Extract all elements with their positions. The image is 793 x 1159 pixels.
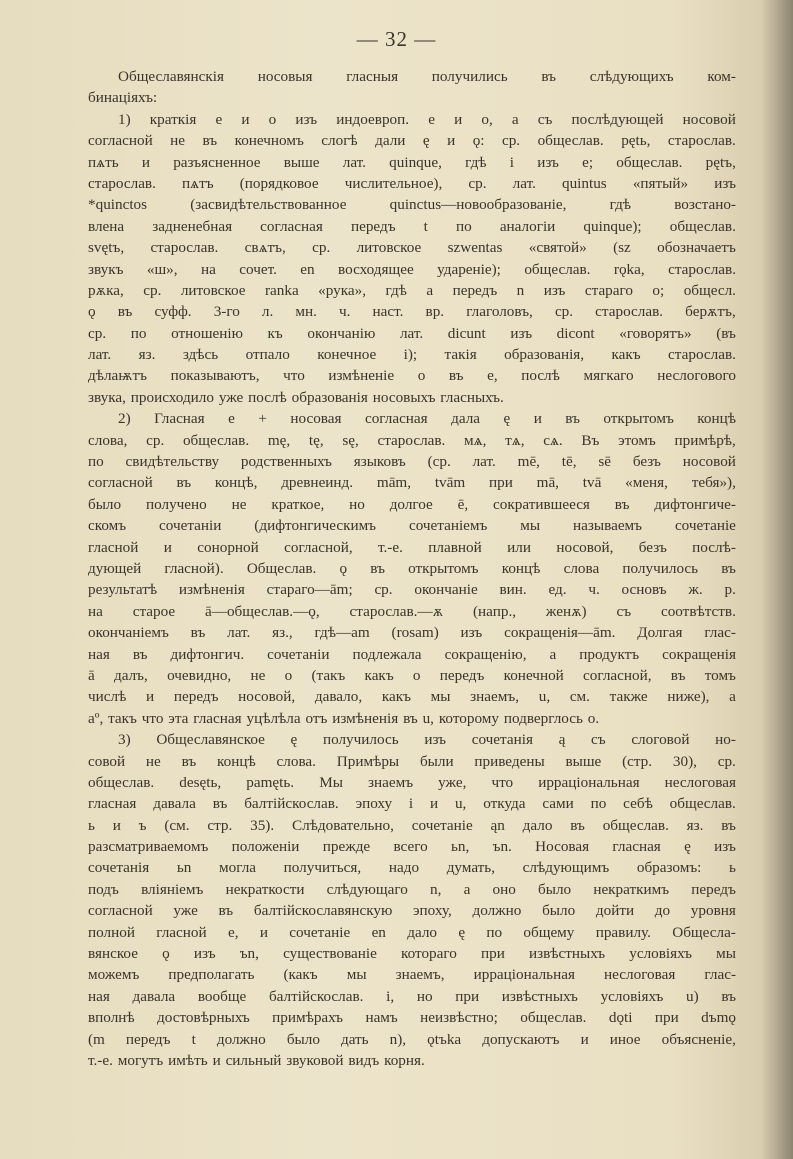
text-line: ь и ъ (см. стр. 35). Слѣдовательно, сочетаніе ąn дало въ общеслав. яз. въ bbox=[88, 816, 736, 834]
body-text bbox=[88, 66, 736, 1071]
text-line: согласной въ концѣ, древнеинд. mām, tvām при mā, tvā «меня, тебя»), bbox=[88, 474, 736, 492]
text-line: результатѣ измѣненія стараго—ām; ср. окончаніе вин. ед. ч. основъ ж. р. bbox=[88, 581, 736, 599]
text-line: совой не въ концѣ слова. Примѣры были приведены выше (стр. 30), ср. bbox=[88, 752, 736, 770]
text-line: согласной не въ конечномъ слогѣ дали ę и ǫ: ср. общеслав. pętь, старослав. bbox=[88, 132, 736, 150]
text-line: ная въ дифтонгич. сочетаніи подлежала сокращенію, а продуктъ сокращенія bbox=[88, 645, 736, 663]
text-line: ная давала вообще балтійскослав. i, но при извѣстныхъ условіяхъ u) въ bbox=[88, 987, 736, 1005]
text-line: ср. по отношенію къ окончанію лат. dicunt изъ dicont «говорятъ» (въ bbox=[88, 324, 736, 342]
text-line: svętъ, старослав. свѧтъ, ср. литовское szwentas «святой» (sz обозначаетъ bbox=[88, 239, 736, 257]
page-number: — 32 — bbox=[356, 27, 437, 51]
text-line: рѫка, ср. литовское ranka «рука», гдѣ a передъ n изъ стараго o; общесл. bbox=[88, 281, 736, 299]
text-line: гласная давала въ балтійскослав. эпоху i и u, откуда сами по себѣ общеслав. bbox=[88, 795, 736, 813]
text-line: окончаніемъ въ лат. яз., гдѣ—am (rosam) изъ сокращенія—ām. Долгая глас- bbox=[88, 624, 736, 642]
text-line: дующей гласной). Общеслав. ǫ въ открытомъ концѣ слова получилось въ bbox=[88, 559, 736, 577]
text-line: дѣлаѭтъ показываютъ, что измѣненіе o въ e, послѣ мягкаго неслогового bbox=[88, 367, 736, 385]
text-line: ā далъ, очевидно, не o (такъ какъ o передъ конечной согласной, въ томъ bbox=[88, 666, 736, 684]
text-line: бинаціяхъ: bbox=[88, 89, 158, 107]
text-line: на старое ā—общеслав.—ǫ, старослав.—ѫ (напр., женѫ) съ соотвѣтств. bbox=[88, 602, 736, 620]
text-line: скомъ сочетаніи (дифтонгическимъ сочетаніемъ мы называемъ сочетаніе bbox=[88, 517, 736, 535]
text-line: звукъ «ш», на сочет. en восходящее удареніе); общеслав. rǫka, старослав. bbox=[88, 260, 736, 278]
text-line: aº, такъ что эта гласная уцѣлѣла отъ измѣненія въ u, которому подверглось o. bbox=[88, 709, 600, 727]
text-line: 2) Гласная e + носовая согласная дала ę и въ открытомъ концѣ bbox=[118, 410, 736, 428]
text-line: лат. яз. здѣсь отпало конечное i); такія образованія, какъ старослав. bbox=[88, 346, 736, 364]
text-line: по свидѣтельству родственныхъ языковъ (ср. лат. mē, tē, sē безъ носовой bbox=[88, 453, 736, 471]
text-line: разсматриваемомъ положеніи прежде всего ьn, ъn. Носовая гласная ę изъ bbox=[88, 838, 736, 856]
text-line: 3) Общеславянское ę получилось изъ сочетанія ą съ слоговой но- bbox=[118, 731, 736, 749]
text-line: влена задненебная согласная передъ t по аналогіи quinque); общеслав. bbox=[88, 217, 736, 235]
text-line: гласной и сонорной согласной, т.-е. плавной или носовой, безъ послѣ- bbox=[88, 538, 736, 556]
text-line: слова, ср. общеслав. mę, tę, sę, старослав. мѧ, тѧ, сѧ. Въ этомъ примѣрѣ, bbox=[88, 431, 736, 449]
text-line: звука, происходило уже послѣ образованія носовыхъ гласныхъ. bbox=[88, 388, 504, 406]
text-line: вполнѣ достовѣрныхъ примѣрахъ намъ неизвѣстно; общеслав. dǫti при dъmǫ bbox=[88, 1009, 736, 1027]
text-line: было получено не краткое, но долгое ē, сократившееся въ дифтонгиче- bbox=[88, 495, 736, 513]
text-line: старослав. пѧтъ (порядковое числительное), ср. лат. quintus «пятый» изъ bbox=[88, 174, 736, 192]
text-line: Общеславянскія носовыя гласныя получились въ слѣдующихъ ком- bbox=[118, 68, 736, 85]
text-line: (m передъ t должно было дать n), ǫtъka допускаютъ и иное объясненіе, bbox=[88, 1030, 736, 1048]
text-line: пѧть и разъясненное выше лат. quinque, гдѣ i изъ e; общеслав. pętъ, bbox=[88, 153, 736, 171]
text-line: полной гласной e, и сочетаніе en дало ę по общему правилу. Общесла- bbox=[88, 923, 736, 941]
text-line: общеслав. desętь, pamętь. Мы знаемъ уже, что ирраціональная неслоговая bbox=[88, 773, 736, 791]
text-line: можемъ предполагать (какъ мы знаемъ, ирраціональная неслоговая глас- bbox=[88, 966, 736, 984]
text-line: *quinctos (засвидѣтельствованное quinctus—новообразованіе, гдѣ возстано- bbox=[88, 196, 736, 214]
text-line: 1) краткія e и o изъ индоевроп. e и o, а съ послѣдующей носовой bbox=[118, 110, 736, 128]
text-line: сочетанія ьn могла получиться, надо думать, слѣдующимъ образомъ: ь bbox=[88, 859, 736, 877]
text-line: ǫ въ суфф. 3-го л. мн. ч. наст. вр. глаголовъ, ср. старослав. берѫтъ, bbox=[88, 303, 736, 321]
text-line: вянское ǫ изъ ъn, существованіе котораго при извѣстныхъ условіяхъ мы bbox=[88, 945, 736, 963]
text-line: числѣ и передъ носовой, давало, какъ мы знаемъ, u, см. также ниже), а bbox=[88, 688, 736, 706]
text-line: т.-е. могутъ имѣть и сильный звуковой видъ корня. bbox=[88, 1051, 425, 1069]
text-line: согласной уже въ балтійскославянскую эпоху, должно было дойти до уровня bbox=[88, 902, 736, 920]
text-line: подъ вліяніемъ некраткости слѣдующаго n, а оно было некраткимъ передъ bbox=[88, 880, 736, 898]
